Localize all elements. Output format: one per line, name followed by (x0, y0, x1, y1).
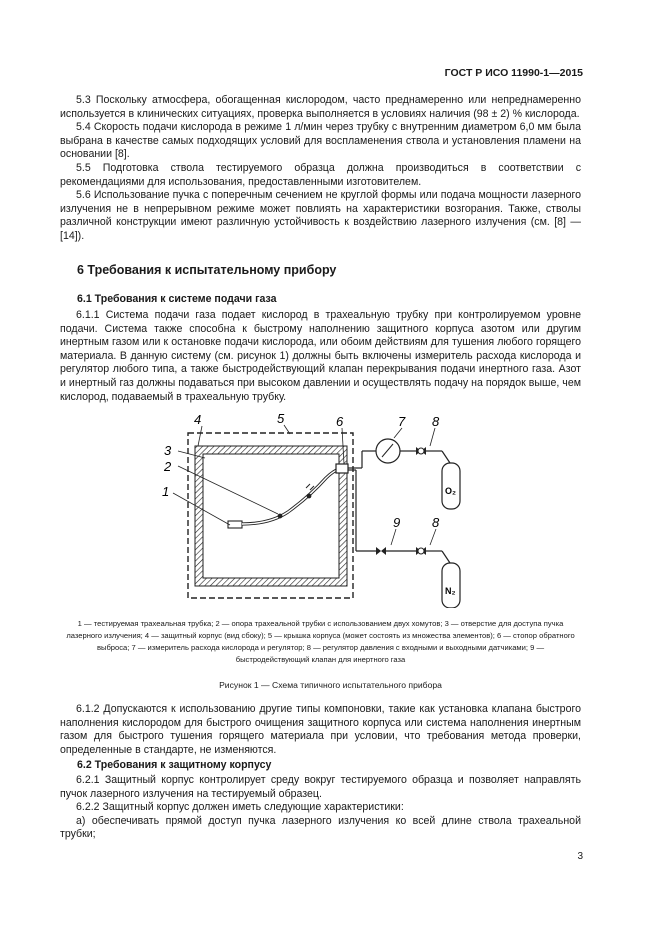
section-6-1-title: 6.1 Требования к системе подачи газа (77, 293, 277, 305)
label-1: 1 (162, 484, 170, 499)
label-6: 6 (336, 414, 344, 429)
paragraph-6-2-1: 6.2.1 Защитный корпус контролирует среду вокруг тестируемого образца и позволяет направлять пучок лазерного излучения на тестируемый образец. (60, 774, 581, 800)
oxygen-flowmeter (376, 439, 400, 463)
paragraph-5-4: 5.4 Скорость подачи кислорода в режиме 1 л/мин через трубку с внутренним диаметром 6,0 мм была выбрана в качестве самых подходящих условий для воспламенения ствола и установления пламени на основании [8]. (60, 121, 581, 161)
label-4: 4 (194, 412, 202, 427)
label-5: 5 (277, 411, 285, 426)
label-2: 2 (164, 459, 172, 474)
paragraph-6-1-1: 6.1.1 Система подачи газа подает кислород в трахеальную трубку при контролируемом уровне подачи. Система также способна к быстрому наполнению защитного корпуса азотом или другим инертным газом или к остановке подачи кислорода, или обоим действиям для тушения любого горящего материала. В данную систему (см. рисунок 1) должны быть включены измеритель расхода кислорода и регулятор любого типа, а также быстродействующий клапан перекрывания подачи инертного газа. Азот и инертный газ должны подаваться при высоком давлении и осуществлять подачу на порядок выше, чем кислород, подаваемый в трахеальную трубку. (60, 309, 581, 403)
test-tube-tip (228, 521, 242, 528)
paragraph-6-1-2-block (60, 703, 581, 757)
figure-legend: 1 — тестируемая трахеальная трубка; 2 — опора трахеальной трубки с использованием двух хомутов; 3 — отверстие для доступа пучка лазерного излучения; 4 — защитный корпус (вид сбоку); 5 — крышка корпуса (может состоять из множества элементов); 6 — стопор обратного выброса; 7 — измеритель расхода кислорода и регулятор; 8 — регулятор давления с входными и выходными датчиками; 9 — быстродействующий клапан для инертного газа (66, 619, 575, 664)
label-3: 3 (164, 443, 172, 458)
label-8-top: 8 (432, 414, 440, 429)
paragraphs-top (60, 94, 581, 244)
section-6-title: 6 Требования к испытательному прибору (77, 263, 337, 277)
paragraph-6-1-1-block (60, 309, 581, 404)
paragraph-5-5: 5.5 Подготовка ствола тестируемого образца должна производиться в соответствии с рекомендациями для использования, предоставленными изготовителем. (60, 161, 581, 188)
paragraph-6-2-2: 6.2.2 Защитный корпус должен иметь следующие характеристики: (76, 801, 404, 814)
section-6-2-title: 6.2 Требования к защитному корпусу (77, 759, 272, 771)
label-7: 7 (398, 414, 406, 429)
figure-1-diagram (150, 408, 490, 608)
paragraphs-6-2 (60, 774, 581, 842)
document-header: ГОСТ Р ИСО 11990-1—2015 (444, 67, 583, 79)
paragraph-6-1-2: 6.1.2 Допускаются к использованию другие типы компоновки, такие как установка клапана быстрого наполнения кислородом для быстрого очищения защитного корпуса или система наполнения инертным газом для быстрого тушения горящего материала при условии, что требования метода проверки, определенные в стандарте, не изменяются. (60, 703, 581, 756)
check-valve (336, 464, 348, 473)
paragraph-5-6: 5.6 Использование пучка с поперечным сечением не круглой формы или подача мощности лазерного излучения не в непрерывном режиме может повлиять на характеристики возгорания. Также, стволы различной конструкции имеют различную устойчивость к воздействию лазерного излучения (см. [8] — [14]). (60, 189, 581, 242)
paragraph-6-2-2-a: а) обеспечивать прямой доступ пучка лазерного излучения ко всей длине ствола трахеальной трубки; (60, 814, 581, 841)
inert-gas-valve (376, 547, 386, 555)
label-8-bottom: 8 (432, 515, 440, 530)
n2-label: N₂ (445, 586, 456, 596)
label-9: 9 (393, 515, 401, 530)
o2-label: O₂ (445, 486, 456, 496)
paragraph-5-3: 5.3 Поскольку атмосфера, обогащенная кислородом, часто преднамеренно или непреднамеренно используется в клинических ситуациях, проверка выполняется в условиях наличия (98 ± 2) % кислорода. (60, 94, 581, 120)
figure-caption: Рисунок 1 — Схема типичного испытательного прибора (219, 680, 442, 690)
page-number: 3 (577, 851, 583, 862)
